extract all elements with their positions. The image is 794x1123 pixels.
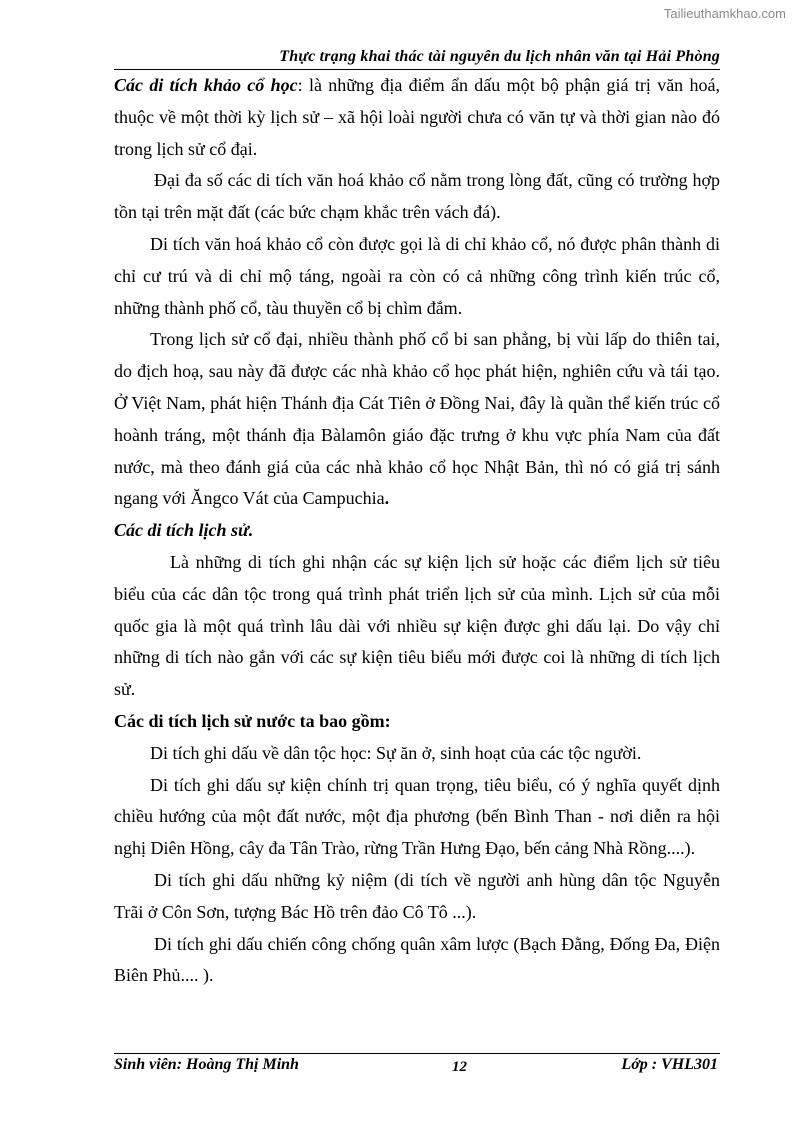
heading-historical-relics: Các di tích lịch sử. bbox=[114, 520, 254, 541]
paragraph-archaeology-text: : là những địa điểm ẩn dấu một bộ phận giá trị văn hoá, thuộc về một thời kỳ lịch sử – xã hội loài người chưa có văn tự và thời gian nào đó trong lịch sử cổ đại. bbox=[114, 75, 720, 159]
paragraph-text: Trong lịch sử cổ đại, nhiều thành phố cổ bi san phẳng, bị vùi lấp do thiên tai, do địch hoạ, sau này đã được các nhà khảo cổ học phát hiện, nghiên cứu và tái tạo. Ở Việt Nam, phát hiện Thánh địa Cát Tiên ở Đồng Nai, đây là quần thể kiến trúc cổ hoành tráng, một thánh địa Bàlamôn giáo đặc trưng ở khu vực phía Nam của đất nước, mà theo đánh giá của các nhà khảo cổ học Nhật Bản, thì nó có giá trị sánh ngang với Ăngco Vát của Campuchia bbox=[114, 329, 720, 509]
footer-class: Lớp : VHL301 bbox=[621, 1056, 718, 1073]
paragraph: Là những di tích ghi nhận các sự kiện lịch sử hoặc các điểm lịch sử tiêu biểu của các dân tộc trong quá trình phát triển lịch sử của mình. Lịch sử của mỗi quốc gia là một quá trình lâu dài với nhiều sự kiện được ghi dấu lại. Do vậy chỉ những di tích nào gắn với các sự kiện tiêu biểu mới được coi là những di tích lịch sử. bbox=[114, 551, 720, 700]
paragraph: Di tích ghi dấu những kỷ niệm (di tích về người anh hùng dân tộc Nguyễn Trãi ở Côn Sơn, tượng Bác Hồ trên đảo Cô Tô ...). bbox=[114, 869, 720, 922]
paragraph-archaeology bbox=[114, 70, 720, 165]
watermark-text: Tailieuthamkhao.com bbox=[663, 6, 786, 21]
paragraph: Di tích văn hoá khảo cổ còn được gọi là di chỉ khảo cổ, nó được phân thành di chỉ cư trú và di chỉ mộ táng, ngoài ra còn có cả những công trình kiến trúc cổ, những thành phố cổ, tàu thuyền cổ bị chìm đắm. bbox=[114, 233, 720, 318]
document-body bbox=[114, 70, 720, 992]
page-footer bbox=[114, 1056, 720, 1078]
heading-historical-relics-types: Các di tích lịch sử nước ta bao gồm: bbox=[114, 710, 391, 731]
page-number: 12 bbox=[452, 1059, 467, 1075]
paragraph: Di tích ghi dấu về dân tộc học: Sự ăn ở, sinh hoạt của các tộc người. bbox=[150, 742, 642, 763]
paragraph bbox=[114, 324, 720, 515]
running-header: Thực trạng khai thác tài nguyên du lịch nhân văn tại Hải Phòng bbox=[279, 48, 720, 65]
paragraph-end-mark: . bbox=[384, 488, 390, 509]
footer-rule bbox=[114, 1053, 720, 1054]
footer-student-name: Sinh viên: Hoàng Thị Minh bbox=[114, 1056, 299, 1073]
heading-archaeological-relics: Các di tích khảo cổ học bbox=[114, 75, 298, 95]
paragraph: Đại đa số các di tích văn hoá khảo cổ nằm trong lòng đất, cũng có trường hợp tồn tại trên mặt đất (các bức chạm khắc trên vách đá). bbox=[114, 170, 720, 223]
paragraph: Di tích ghi dấu chiến công chống quân xâm lược (Bạch Đằng, Đống Đa, Điện Biên Phủ.... ). bbox=[114, 933, 720, 986]
paragraph: Di tích ghi dấu sự kiện chính trị quan trọng, tiêu biểu, có ý nghĩa quyết dịnh chiều hướng của một đất nước, một địa phương (bến Bình Than - nơi diễn ra hội nghị Diên Hồng, cây đa Tân Trào, rừng Trần Hưng Đạo, bến cảng Nhà Rồng....). bbox=[114, 774, 720, 859]
